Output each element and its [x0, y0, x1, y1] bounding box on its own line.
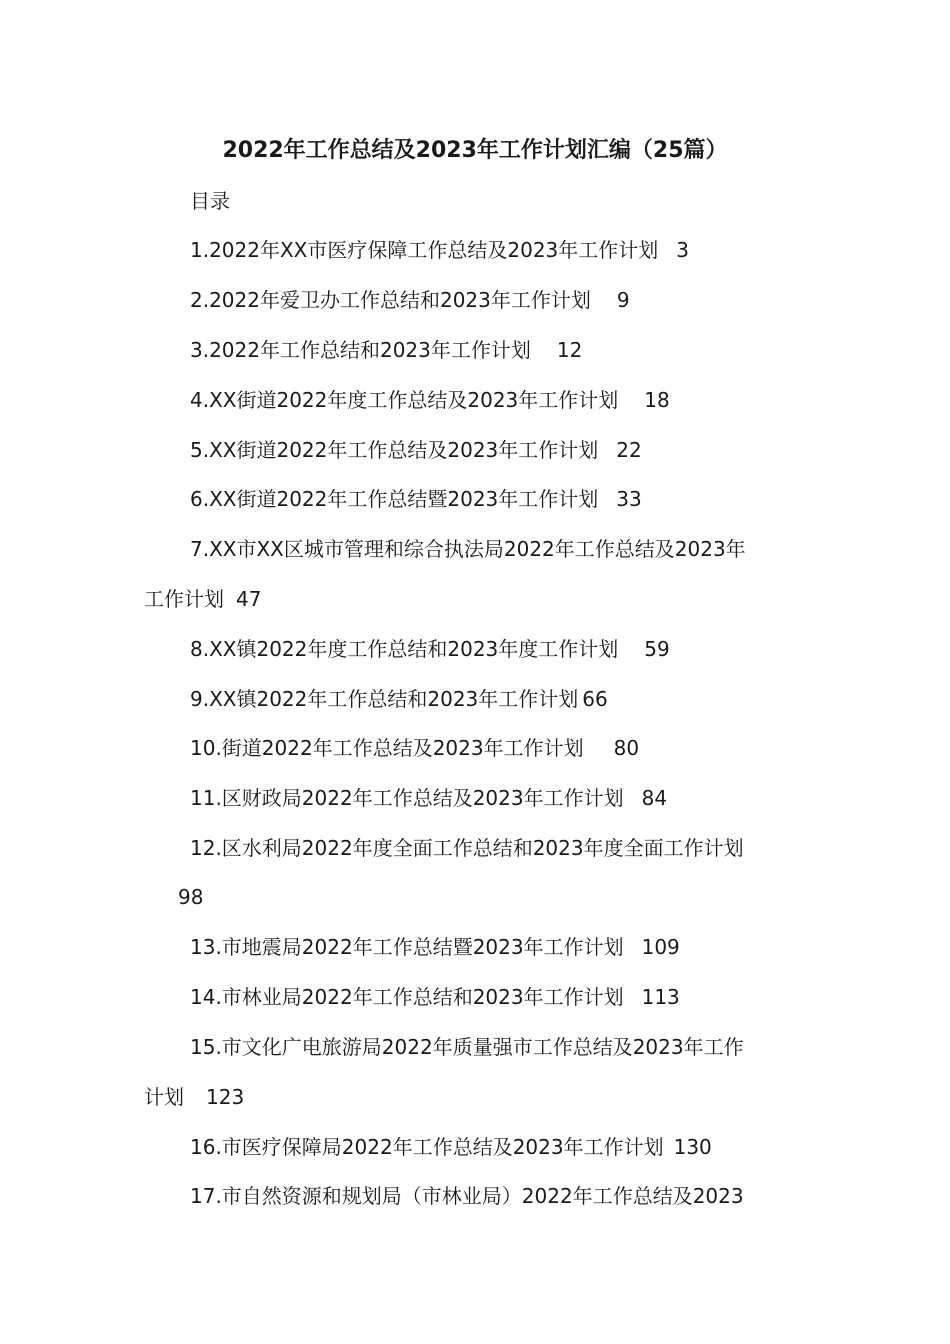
- toc-entry-text: 4.XX街道2022年度工作总结及2023年工作计划: [190, 388, 619, 412]
- toc-page-number: 12: [556, 338, 583, 362]
- toc-entry-text: 17.市自然资源和规划局（市林业局）2022年工作总结及2023: [190, 1184, 744, 1208]
- toc-page-number: 113: [641, 985, 680, 1009]
- toc-entry-text: 工作计划: [144, 587, 224, 611]
- document-title: 2022年工作总结及2023年工作计划汇编（25篇）: [222, 138, 728, 163]
- toc-entry-12-continuation[interactable]: [178, 881, 203, 913]
- toc-entry-7[interactable]: [190, 533, 746, 565]
- toc-entry-text: 16.市医疗保障局2022年工作总结及2023年工作计划: [190, 1135, 664, 1159]
- toc-entry-text: 11.区财政局2022年工作总结及2023年工作计划: [190, 786, 624, 810]
- toc-entry-text: 10.街道2022年工作总结及2023年工作计划: [190, 736, 584, 760]
- toc-entry-16[interactable]: [190, 1131, 712, 1163]
- toc-entry-17[interactable]: [190, 1180, 744, 1212]
- toc-entry-13[interactable]: [190, 931, 680, 963]
- toc-page-number: 66: [582, 687, 608, 711]
- toc-entry-text: 5.XX街道2022年工作总结及2023年工作计划: [190, 438, 599, 462]
- toc-entry-3[interactable]: [190, 334, 582, 366]
- toc-entry-5[interactable]: [190, 434, 642, 466]
- toc-page-number: 130: [673, 1135, 712, 1159]
- toc-entry-10[interactable]: [190, 732, 639, 764]
- toc-page-number: 80: [613, 736, 640, 760]
- toc-entry-2[interactable]: [190, 284, 630, 316]
- toc-entry-4[interactable]: [190, 384, 670, 416]
- toc-entry-text: 8.XX镇2022年度工作总结和2023年度工作计划: [190, 637, 619, 661]
- toc-page-number: 9: [616, 288, 630, 312]
- toc-entry-text: 9.XX镇2022年工作总结和2023年工作计划: [190, 687, 579, 711]
- toc-page-number: 84: [641, 786, 668, 810]
- toc-entry-14[interactable]: [190, 981, 680, 1013]
- toc-entry-6[interactable]: [190, 483, 642, 515]
- toc-page-number: 123: [206, 1085, 245, 1109]
- toc-entry-8[interactable]: [190, 633, 670, 665]
- toc-page-number: 33: [616, 487, 642, 511]
- toc-page-number: 98: [178, 885, 204, 909]
- toc-entry-text: 7.XX市XX区城市管理和综合执法局2022年工作总结及2023年: [190, 537, 746, 561]
- toc-entry-7-continuation[interactable]: [144, 583, 261, 615]
- toc-entry-9[interactable]: [190, 683, 608, 715]
- toc-entry-text: 3.2022年工作总结和2023年工作计划: [190, 338, 531, 362]
- toc-heading: 目录: [190, 189, 230, 213]
- toc-entry-text: 13.市地震局2022年工作总结暨2023年工作计划: [190, 935, 624, 959]
- toc-entry-1[interactable]: [190, 234, 689, 266]
- toc-entry-text: 2.2022年爱卫办工作总结和2023年工作计划: [190, 288, 591, 312]
- toc-page-number: 3: [676, 238, 690, 262]
- toc-page-number: 47: [236, 587, 262, 611]
- toc-entry-text: 14.市林业局2022年工作总结和2023年工作计划: [190, 985, 624, 1009]
- toc-entry-text: 6.XX街道2022年工作总结暨2023年工作计划: [190, 487, 599, 511]
- toc-entry-15[interactable]: [190, 1031, 744, 1063]
- toc-entry-15-continuation[interactable]: [144, 1081, 244, 1113]
- toc-page-number: 109: [641, 935, 680, 959]
- toc-entry-text: 1.2022年XX市医疗保障工作总结及2023年工作计划: [190, 238, 659, 262]
- toc-page-number: 22: [616, 438, 642, 462]
- toc-entry-text: 计划: [144, 1085, 184, 1109]
- toc-entry-text: 15.市文化广电旅游局2022年质量强市工作总结及2023年工作: [190, 1035, 744, 1059]
- toc-entry-12[interactable]: [190, 832, 744, 864]
- toc-page-number: 18: [644, 388, 670, 412]
- toc-entry-11[interactable]: [190, 782, 667, 814]
- toc-entry-text: 12.区水利局2022年度全面工作总结和2023年度全面工作计划: [190, 836, 744, 860]
- toc-page-number: 59: [644, 637, 670, 661]
